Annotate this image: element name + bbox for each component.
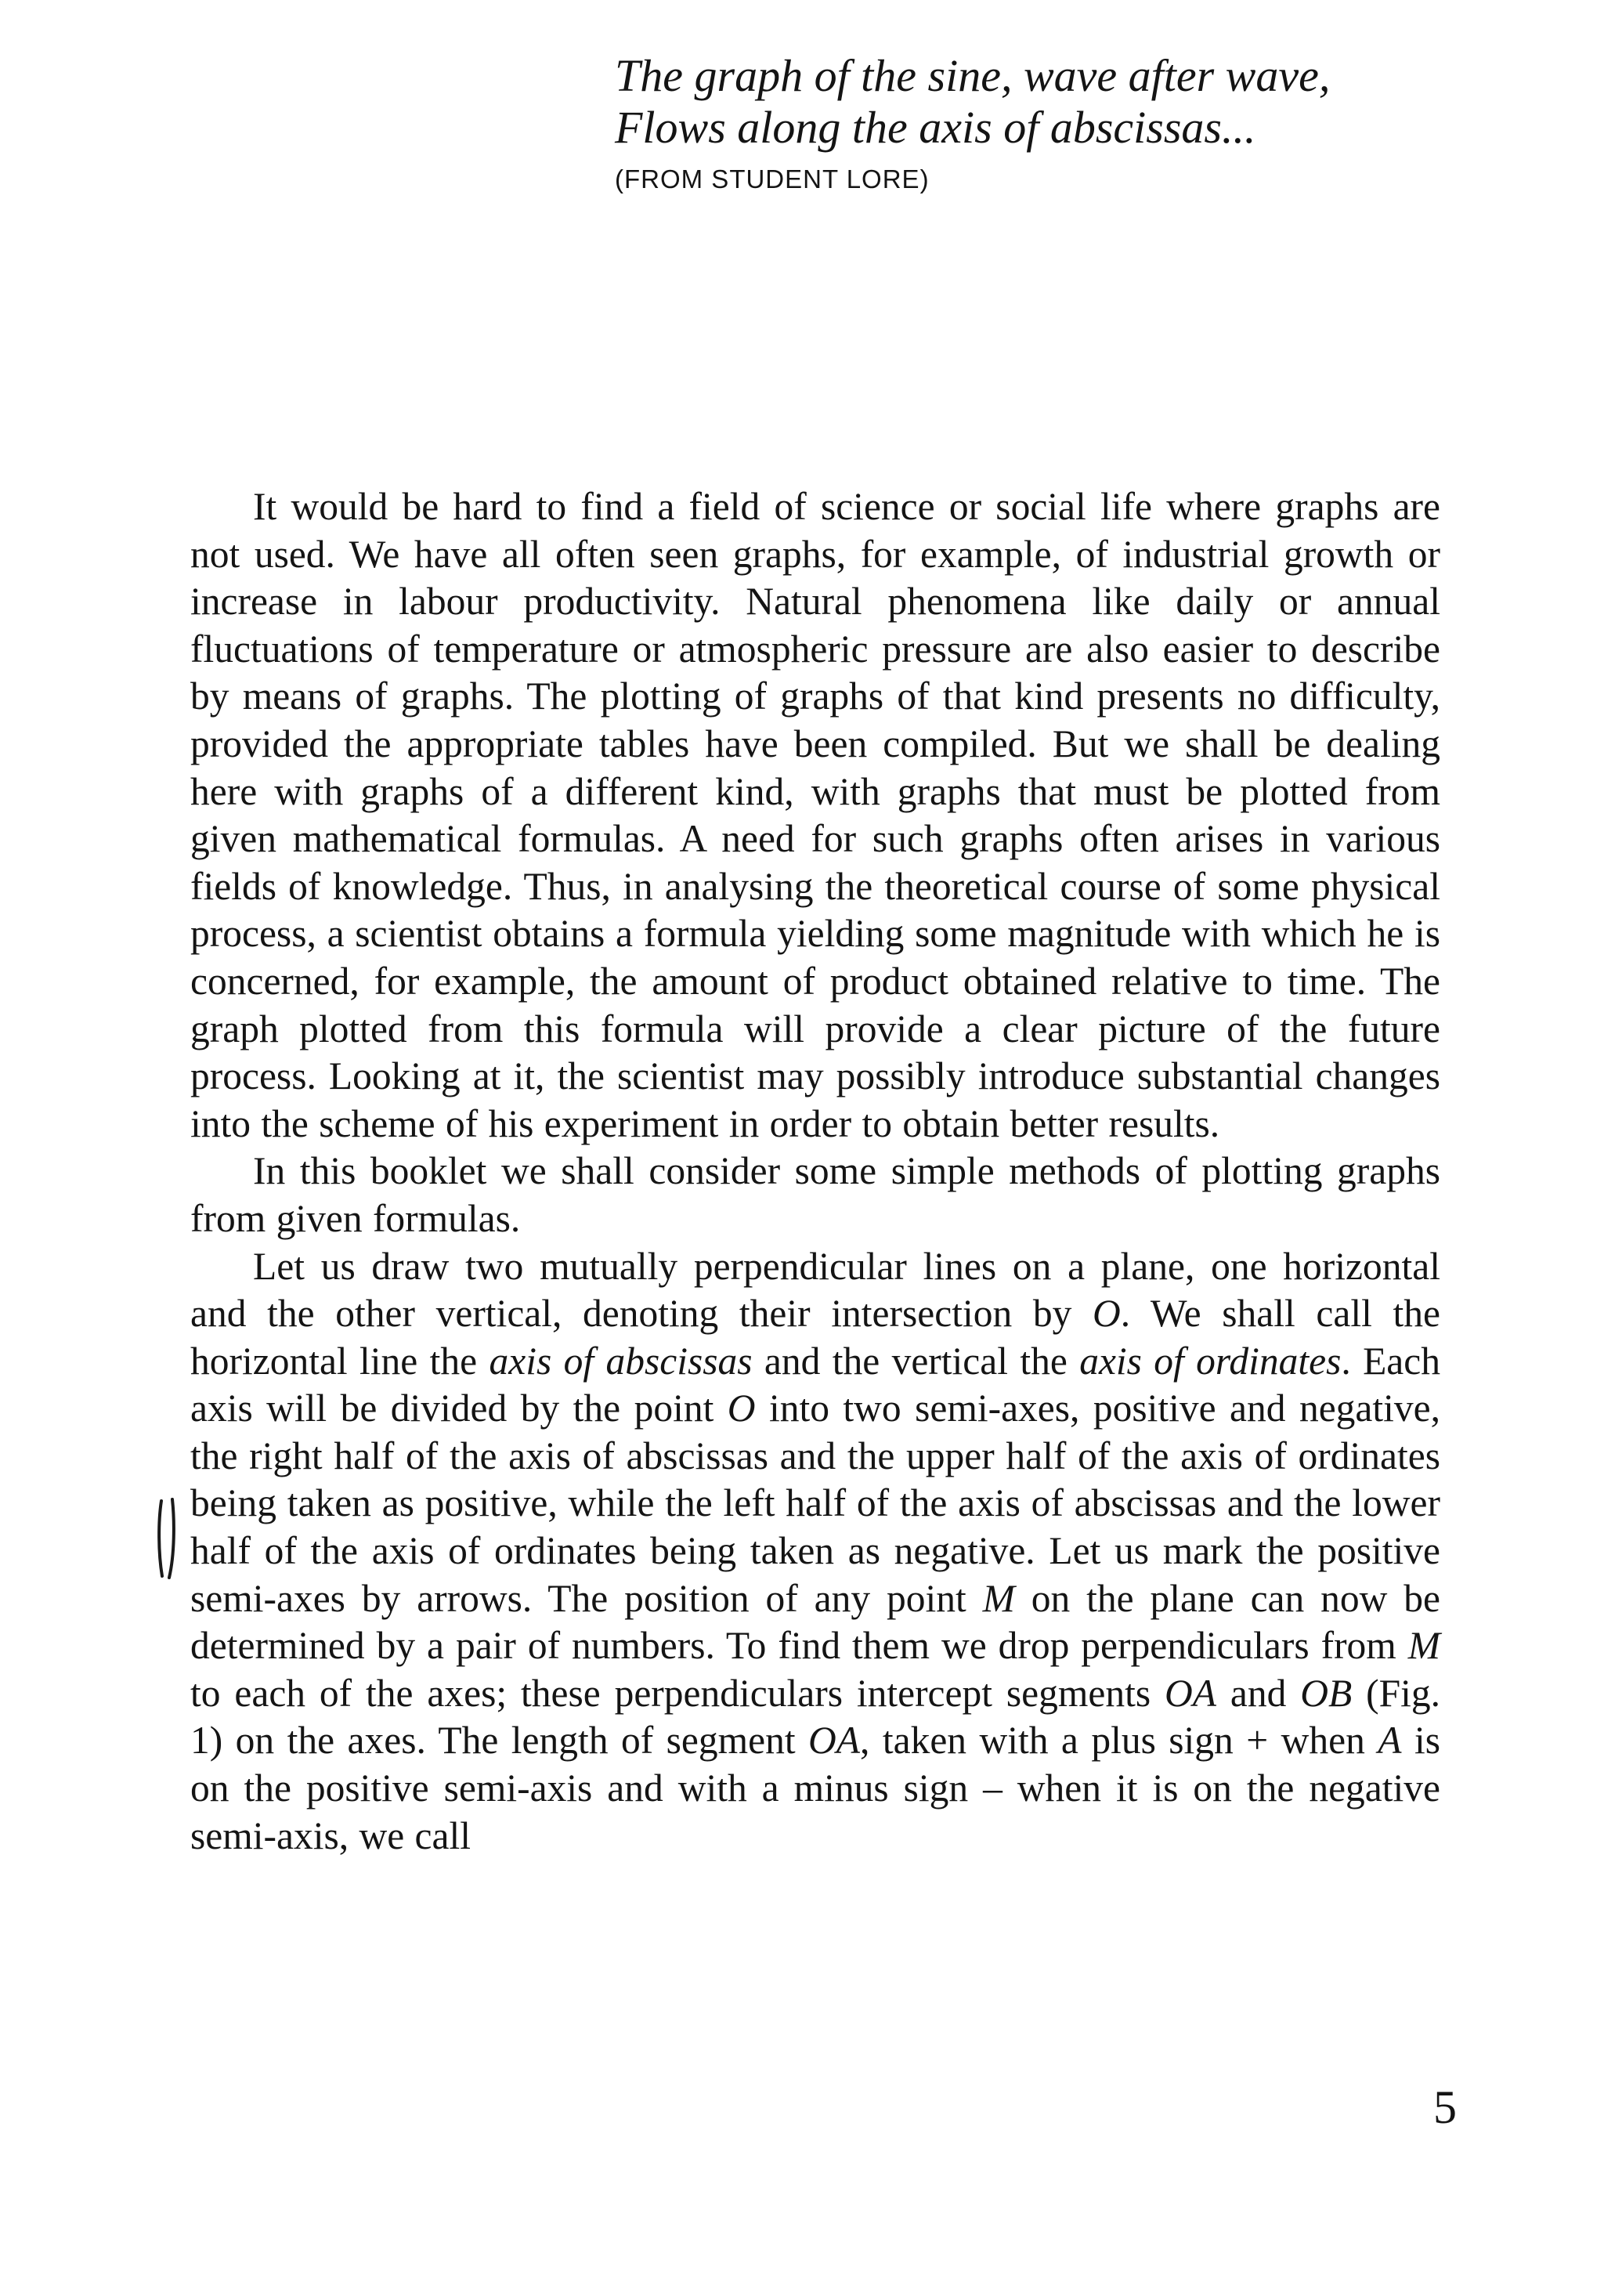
paragraph-intro: It would be hard to find a field of science or social life where graphs are not used. We have all often seen graphs, for example, of industrial growth or increase in labour productivity. Natural phenomena like daily or annual fluctuations of temperature or atmospheric pressure are also easier to describe by means of graphs. The plotting of graphs of that kind presents no difficulty, provided the appropriate tables have been compiled. But we shall be dealing here with graphs of a different kind, with graphs that must be plotted from given mathematical formulas. A need for such graphs often arises in various fields of knowledge. Thus, in analysing the theoretical course of some physical process, a scientist obtains a formula yielding some magnitude with which he is concerned, for example, the amount of product obtained relative to time. The graph plotted from this formula will provide a clear picture of the future process. Looking at it, the scientist may possibly introduce substantial changes into the scheme of his experiment in order to obtain better results.	[190, 485, 1440, 1145]
epigraph	[615, 50, 1476, 194]
segment-oa: OA	[1165, 1671, 1216, 1715]
body-text	[190, 483, 1440, 1860]
term-axis-of-abscissas: axis of abscissas	[489, 1339, 753, 1383]
text-run: on the plane can now be determined by a pair of numbers. To find them we drop perpendiculars from	[190, 1576, 1441, 1668]
segment-ob: OB	[1300, 1671, 1353, 1715]
text-run: . Each axis will be divided by the point	[190, 1339, 1440, 1430]
term-axis-of-ordinates: axis of ordinates	[1079, 1339, 1342, 1383]
epigraph-line-1: The graph of the sine, wave after wave,	[615, 50, 1331, 101]
text-run: and the vertical the	[752, 1339, 1080, 1383]
text-run: . We shall call the horizontal line the	[190, 1292, 1440, 1383]
text-run: to each of the axes; these perpendiculars intercept segments	[190, 1671, 1165, 1715]
epigraph-line-2: Flows along the axis of abscissas...	[615, 102, 1256, 153]
symbol-m: M	[1407, 1624, 1440, 1668]
symbol-o: O	[1093, 1292, 1121, 1336]
margin-mark-icon	[154, 1498, 182, 1579]
symbol-o: O	[727, 1387, 756, 1430]
text-run: Let us draw two mutually perpendicular lines on a plane, one horizontal and the other vertical, denoting their intersection by	[190, 1244, 1440, 1336]
text-run: (Fig. 1) on the axes. The length of segment	[190, 1671, 1440, 1763]
text-run: , taken with a plus sign + when	[860, 1719, 1378, 1763]
symbol-a: A	[1378, 1719, 1402, 1763]
text-run: into two semi-axes, positive and negative, the right half of the axis of abscissas and the upper half of the axis of ordinates being taken as positive, while the left half of the axis of abscissas and the lower half of the axis of ordinates being taken as negative. Let us mark the positive semi-axes by arrows. The position of any point	[190, 1387, 1441, 1620]
text-run: and	[1216, 1671, 1301, 1715]
paragraph-axes	[190, 1243, 1440, 1860]
page-number: 5	[1433, 2081, 1457, 2133]
segment-oa: OA	[808, 1719, 861, 1763]
epigraph-source: (FROM STUDENT LORE)	[615, 165, 930, 193]
text-run: is on the positive semi-axis and with a minus sign – when it is on the negative semi-axis, we call	[190, 1719, 1440, 1857]
paragraph-booklet: In this booklet we shall consider some simple methods of plotting graphs from given formulas.	[190, 1149, 1440, 1240]
symbol-m: M	[982, 1576, 1015, 1620]
